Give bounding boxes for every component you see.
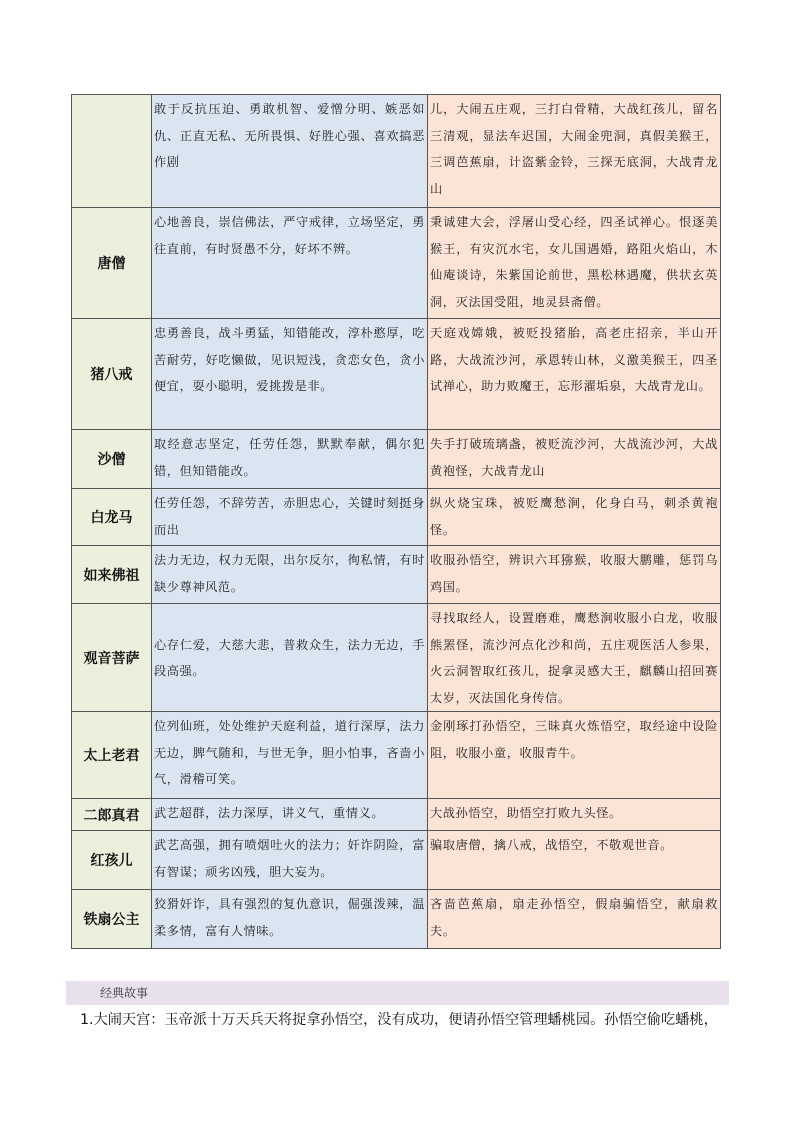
table-row [72,430,721,489]
row-traits: 敢于反抗压迫、勇敢机智、爱憎分明、嫉恶如仇、正直无私、无所畏惧、好胜心强、喜欢搞恶作剧 [152,95,428,208]
table-row [72,831,721,890]
table-row [72,546,721,604]
row-stories: 失手打破琉璃盏，被贬流沙河，大战流沙河，大战黄袍怪，大战青龙山 [428,430,721,489]
row-traits: 位列仙班，处处维护天庭利益，道行深厚，法力无边，脾气随和，与世无争，胆小怕事，吝啬小气，滑稽可笑。 [152,712,428,799]
table-row [72,95,721,208]
row-stories: 金刚琢打孙悟空，三昧真火炼悟空，取经途中设险阻，收服小童，收服青牛。 [428,712,721,799]
row-name: 猪八戒 [72,319,152,430]
row-traits: 法力无边，权力无限，出尔反尔，徇私情，有时缺少尊神风范。 [152,546,428,604]
row-traits: 心地善良，崇信佛法，严守戒律，立场坚定，勇往直前，有时贤愚不分，好坏不辨。 [152,208,428,319]
row-name: 唐僧 [72,208,152,319]
row-name: 红孩儿 [72,831,152,890]
row-traits: 武艺超群，法力深厚，讲义气，重情义。 [152,799,428,831]
row-name [72,95,152,208]
table-row [72,712,721,799]
story-paragraph: 1.大闹天宫：玉帝派十万天兵天将捉拿孙悟空，没有成功，便请孙悟空管理蟠桃园。孙悟空偷吃蟠桃， [80,1012,718,1028]
row-stories: 儿，大闹五庄观，三打白骨精，大战红孩儿，留名三清观，显法车迟国，大闹金兜洞，真假美猴王，三调芭蕉扇，计盗紫金铃，三探无底洞，大战青龙山 [428,95,721,208]
row-traits: 任劳任怨，不辞劳苦，赤胆忠心，关键时刻挺身而出 [152,489,428,546]
row-stories: 收服孙悟空，辨识六耳猕猴，收服大鹏雕，惩罚乌鸡国。 [428,546,721,604]
table-row [72,799,721,831]
table-row [72,319,721,430]
table-row [72,890,721,949]
row-name: 白龙马 [72,489,152,546]
row-name: 铁扇公主 [72,890,152,949]
row-name: 观音菩萨 [72,604,152,712]
row-traits: 取经意志坚定，任劳任怨，默默奉献，偶尔犯错，但知错能改。 [152,430,428,489]
row-stories: 天庭戏嫦娥，被贬投猪胎，高老庄招亲，半山开路，大战流沙河，承恩转山林，义激美猴王，四圣试禅心，助力败魔王，忘形濯垢泉，大战青龙山。 [428,319,721,430]
row-name: 二郎真君 [72,799,152,831]
row-traits: 心存仁爱，大慈大悲，普救众生，法力无边，手段高强。 [152,604,428,712]
row-name: 如来佛祖 [72,546,152,604]
row-stories: 吝啬芭蕉扇，扇走孙悟空，假扇骗悟空，献扇救夫。 [428,890,721,949]
character-table [71,94,721,949]
row-traits: 忠勇善良，战斗勇猛，知错能改，淳朴憨厚，吃苦耐劳，好吃懒做，见识短浅，贪恋女色，贪小便宜，耍小聪明，爱挑拨是非。 [152,319,428,430]
row-stories: 骗取唐僧，擒八戒，战悟空，不敬观世音。 [428,831,721,890]
row-stories: 纵火烧宝珠，被贬鹰愁涧，化身白马，刺杀黄袍怪。 [428,489,721,546]
row-stories: 大战孙悟空，助悟空打败九头怪。 [428,799,721,831]
row-traits: 武艺高强，拥有喷烟吐火的法力；奸诈阴险，富有智谋；顽劣凶残，胆大妄为。 [152,831,428,890]
table-row [72,208,721,319]
row-traits: 狡猾奸诈，具有强烈的复仇意识，倔强泼辣，温柔多情，富有人情味。 [152,890,428,949]
row-name: 太上老君 [72,712,152,799]
row-stories: 寻找取经人，设置磨难，鹰愁涧收服小白龙，收服熊罴怪，流沙河点化沙和尚，五庄观医活人参果，火云洞智取红孩儿，捉拿灵感大王，麒麟山招回赛太岁，灭法国化身传信。 [428,604,721,712]
section-header [66,981,729,1005]
table-row [72,489,721,546]
section-title: 经典故事 [100,986,149,1000]
row-name: 沙僧 [72,430,152,489]
table-row [72,604,721,712]
row-stories: 秉诚建大会，浮屠山受心经，四圣试禅心。恨逐美猴王，有灾沉水宅，女儿国遇婚，路阻火焰山，木仙庵谈诗，朱紫国论前世，黑松林遇魔，供状玄英洞，灭法国受阻，地灵县斋僧。 [428,208,721,319]
